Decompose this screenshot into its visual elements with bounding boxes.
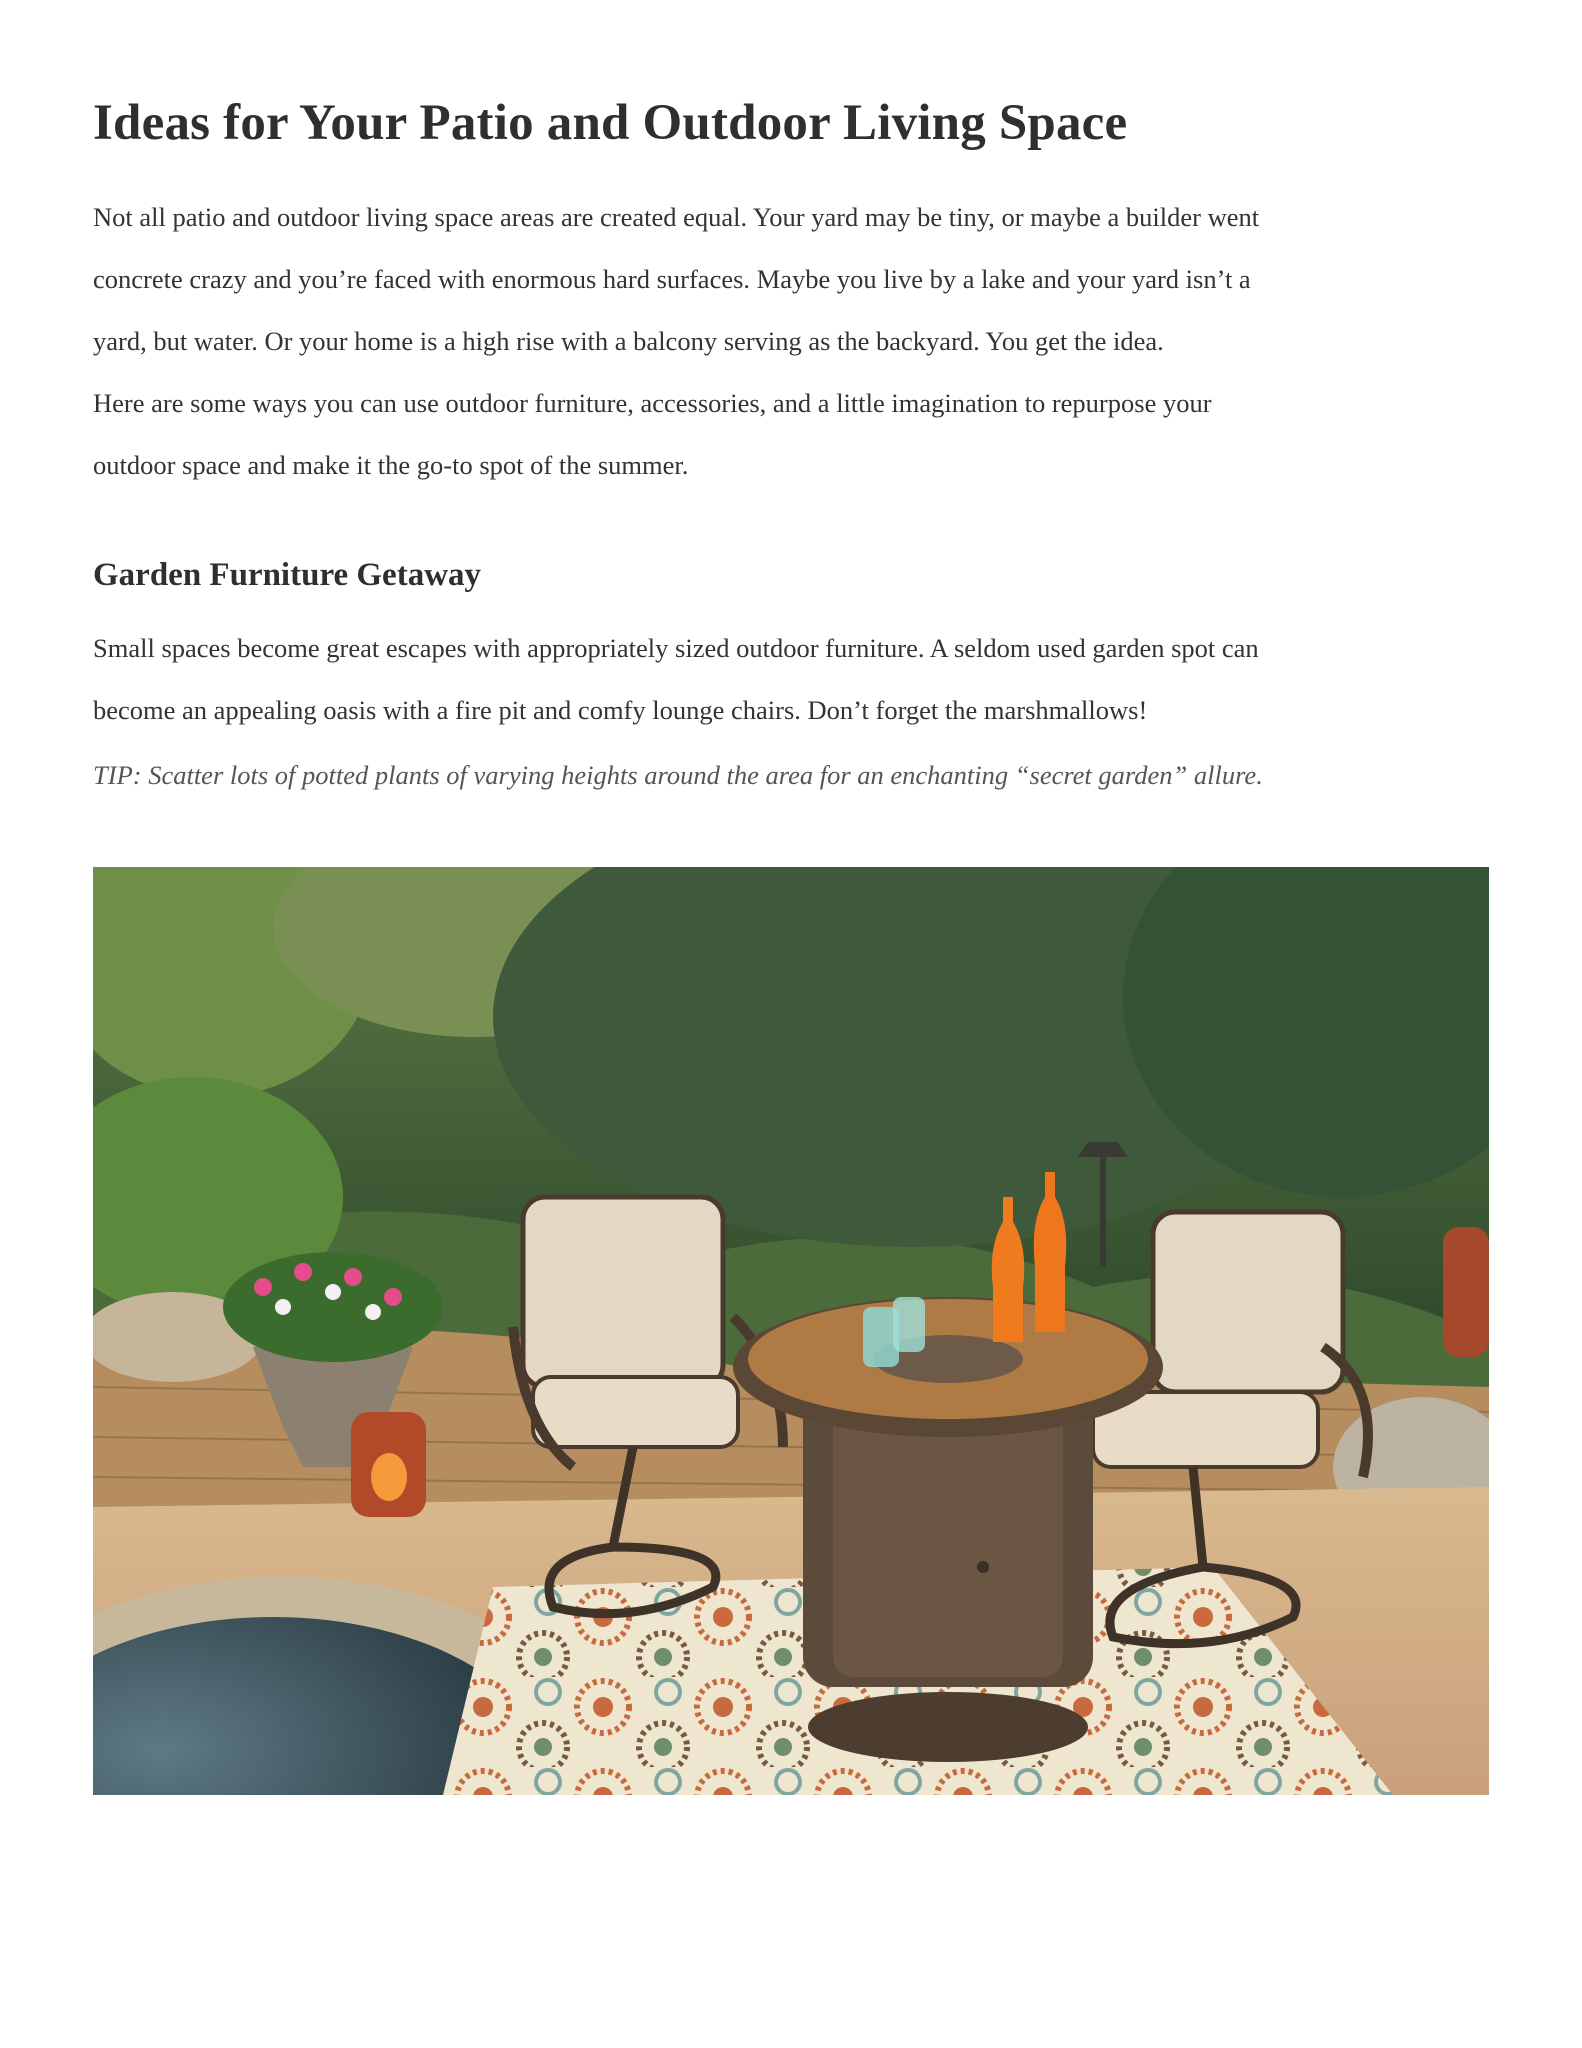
tip-text: TIP: Scatter lots of potted plants of varying heights around the area for an enchanting “secret garden” allure. — [93, 760, 1263, 790]
intro-line: yard, but water. Or your home is a high rise with a balcony serving as the backyard. You get the idea. — [93, 326, 1164, 356]
page-title: Ideas for Your Patio and Outdoor Living Space — [93, 95, 1128, 151]
section-paragraph — [93, 617, 1493, 741]
section-heading: Garden Furniture Getaway — [93, 557, 482, 593]
patio-photo — [93, 867, 1489, 1795]
section-line: become an appealing oasis with a fire pit and comfy lounge chairs. Don’t forget the marshmallows! — [93, 695, 1148, 725]
intro-line: Here are some ways you can use outdoor furniture, accessories, and a little imagination to repurpose your — [93, 388, 1212, 418]
intro-line: outdoor space and make it the go-to spot of the summer. — [93, 450, 689, 480]
intro-paragraph — [93, 186, 1493, 496]
section-line: Small spaces become great escapes with appropriately sized outdoor furniture. A seldom used garden spot can — [93, 633, 1259, 663]
intro-line: concrete crazy and you’re faced with enormous hard surfaces. Maybe you live by a lake and your yard isn’t a — [93, 264, 1251, 294]
patio-illustration — [93, 867, 1489, 1795]
intro-line: Not all patio and outdoor living space areas are created equal. Your yard may be tiny, or maybe a builder went — [93, 202, 1260, 232]
